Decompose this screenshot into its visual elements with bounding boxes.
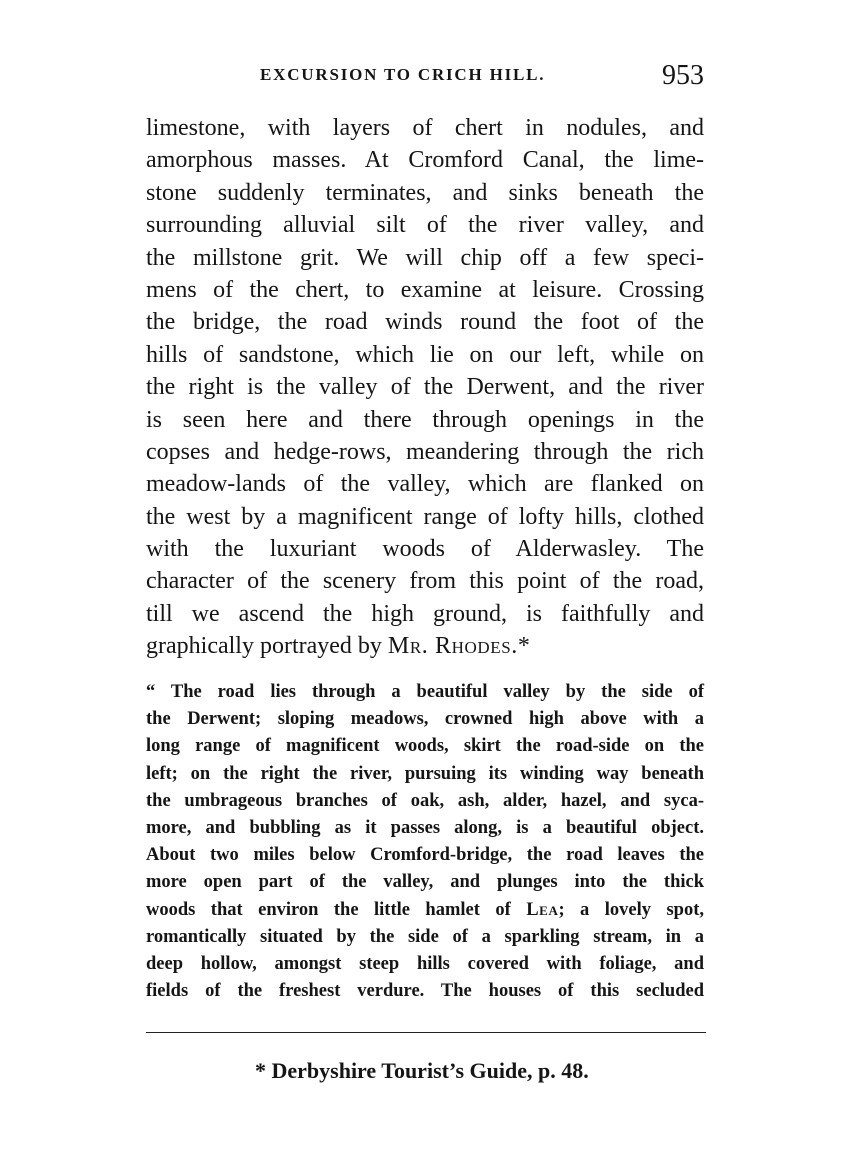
body-line: with the luxuriant woods of Alderwasley. The (146, 536, 704, 563)
quote-line: the Derwent; sloping meadows, crowned high above with a (146, 709, 704, 730)
body-line: the west by a magnificent range of lofty hills, clothed (146, 503, 704, 530)
footnote: * Derbyshire Tourist’s Guide, p. 48. (255, 1058, 589, 1083)
body-line: amorphous masses. At Cromford Canal, the lime- (146, 147, 704, 174)
quote-line: the umbrageous branches of oak, ash, alder, hazel, and syca- (146, 790, 704, 811)
body-line: character of the scenery from this point of the road, (146, 568, 704, 595)
quote-line: more, and bubbling as it passes along, is a beautiful object. (146, 817, 704, 838)
body-line-last (146, 630, 704, 662)
quote-line9-suffix: ; a lovely spot, (558, 899, 704, 920)
body-line: hills of sandstone, which lie on our left, while on (146, 341, 704, 368)
body-line: till we ascend the high ground, is faithfully and (146, 600, 704, 627)
quote-line: more open part of the valley, and plunges into the thick (146, 872, 704, 893)
quote-line (146, 897, 704, 924)
body-line: meadow-lands of the valley, which are flanked on (146, 471, 704, 498)
quote-line: long range of magnificent woods, skirt the road-side on the (146, 736, 704, 757)
body-line: surrounding alluvial silt of the river valley, and (146, 212, 704, 239)
footnote-divider (146, 1032, 706, 1033)
page-number: 953 (662, 60, 704, 91)
footnote-marker: * (517, 633, 530, 660)
body-line: the bridge, the road winds round the foot of the (146, 309, 704, 336)
body-line: stone suddenly terminates, and sinks beneath the (146, 179, 704, 206)
quote-line: deep hollow, amongst steep hills covered with foliage, and (146, 953, 704, 974)
quote-line: “ The road lies through a beautiful valley by the side of (146, 682, 704, 702)
quote-line: romantically situated by the side of a sparkling stream, in a (146, 926, 704, 947)
quote-line: fields of the freshest verdure. The houses of this secluded (146, 981, 704, 1002)
main-paragraph (146, 112, 704, 663)
quote-line9-prefix: woods that environ the little hamlet of (146, 899, 527, 920)
body-line: limestone, with layers of chert in nodules, and (146, 115, 704, 141)
quote-line: left; on the right the river, pursuing its winding way beneath (146, 763, 704, 784)
body-line: is seen here and there through openings in the (146, 406, 704, 433)
place-name: Lea (526, 899, 559, 920)
body-line: the millstone grit. We will chip off a few speci- (146, 244, 704, 271)
running-head (146, 62, 706, 94)
running-title: EXCURSION TO CRICH HILL. (260, 65, 546, 84)
author-name: Mr. Rhodes. (387, 633, 518, 660)
block-quote (146, 679, 704, 1005)
quote-line: About two miles below Cromford-bridge, the road leaves the (146, 845, 704, 866)
body-last-prefix: graphically portrayed by (146, 633, 388, 660)
body-line: mens of the chert, to examine at leisure. Crossing (146, 276, 704, 303)
body-line: copses and hedge-rows, meandering through the rich (146, 438, 704, 465)
body-line: the right is the valley of the Derwent, and the river (146, 374, 704, 401)
